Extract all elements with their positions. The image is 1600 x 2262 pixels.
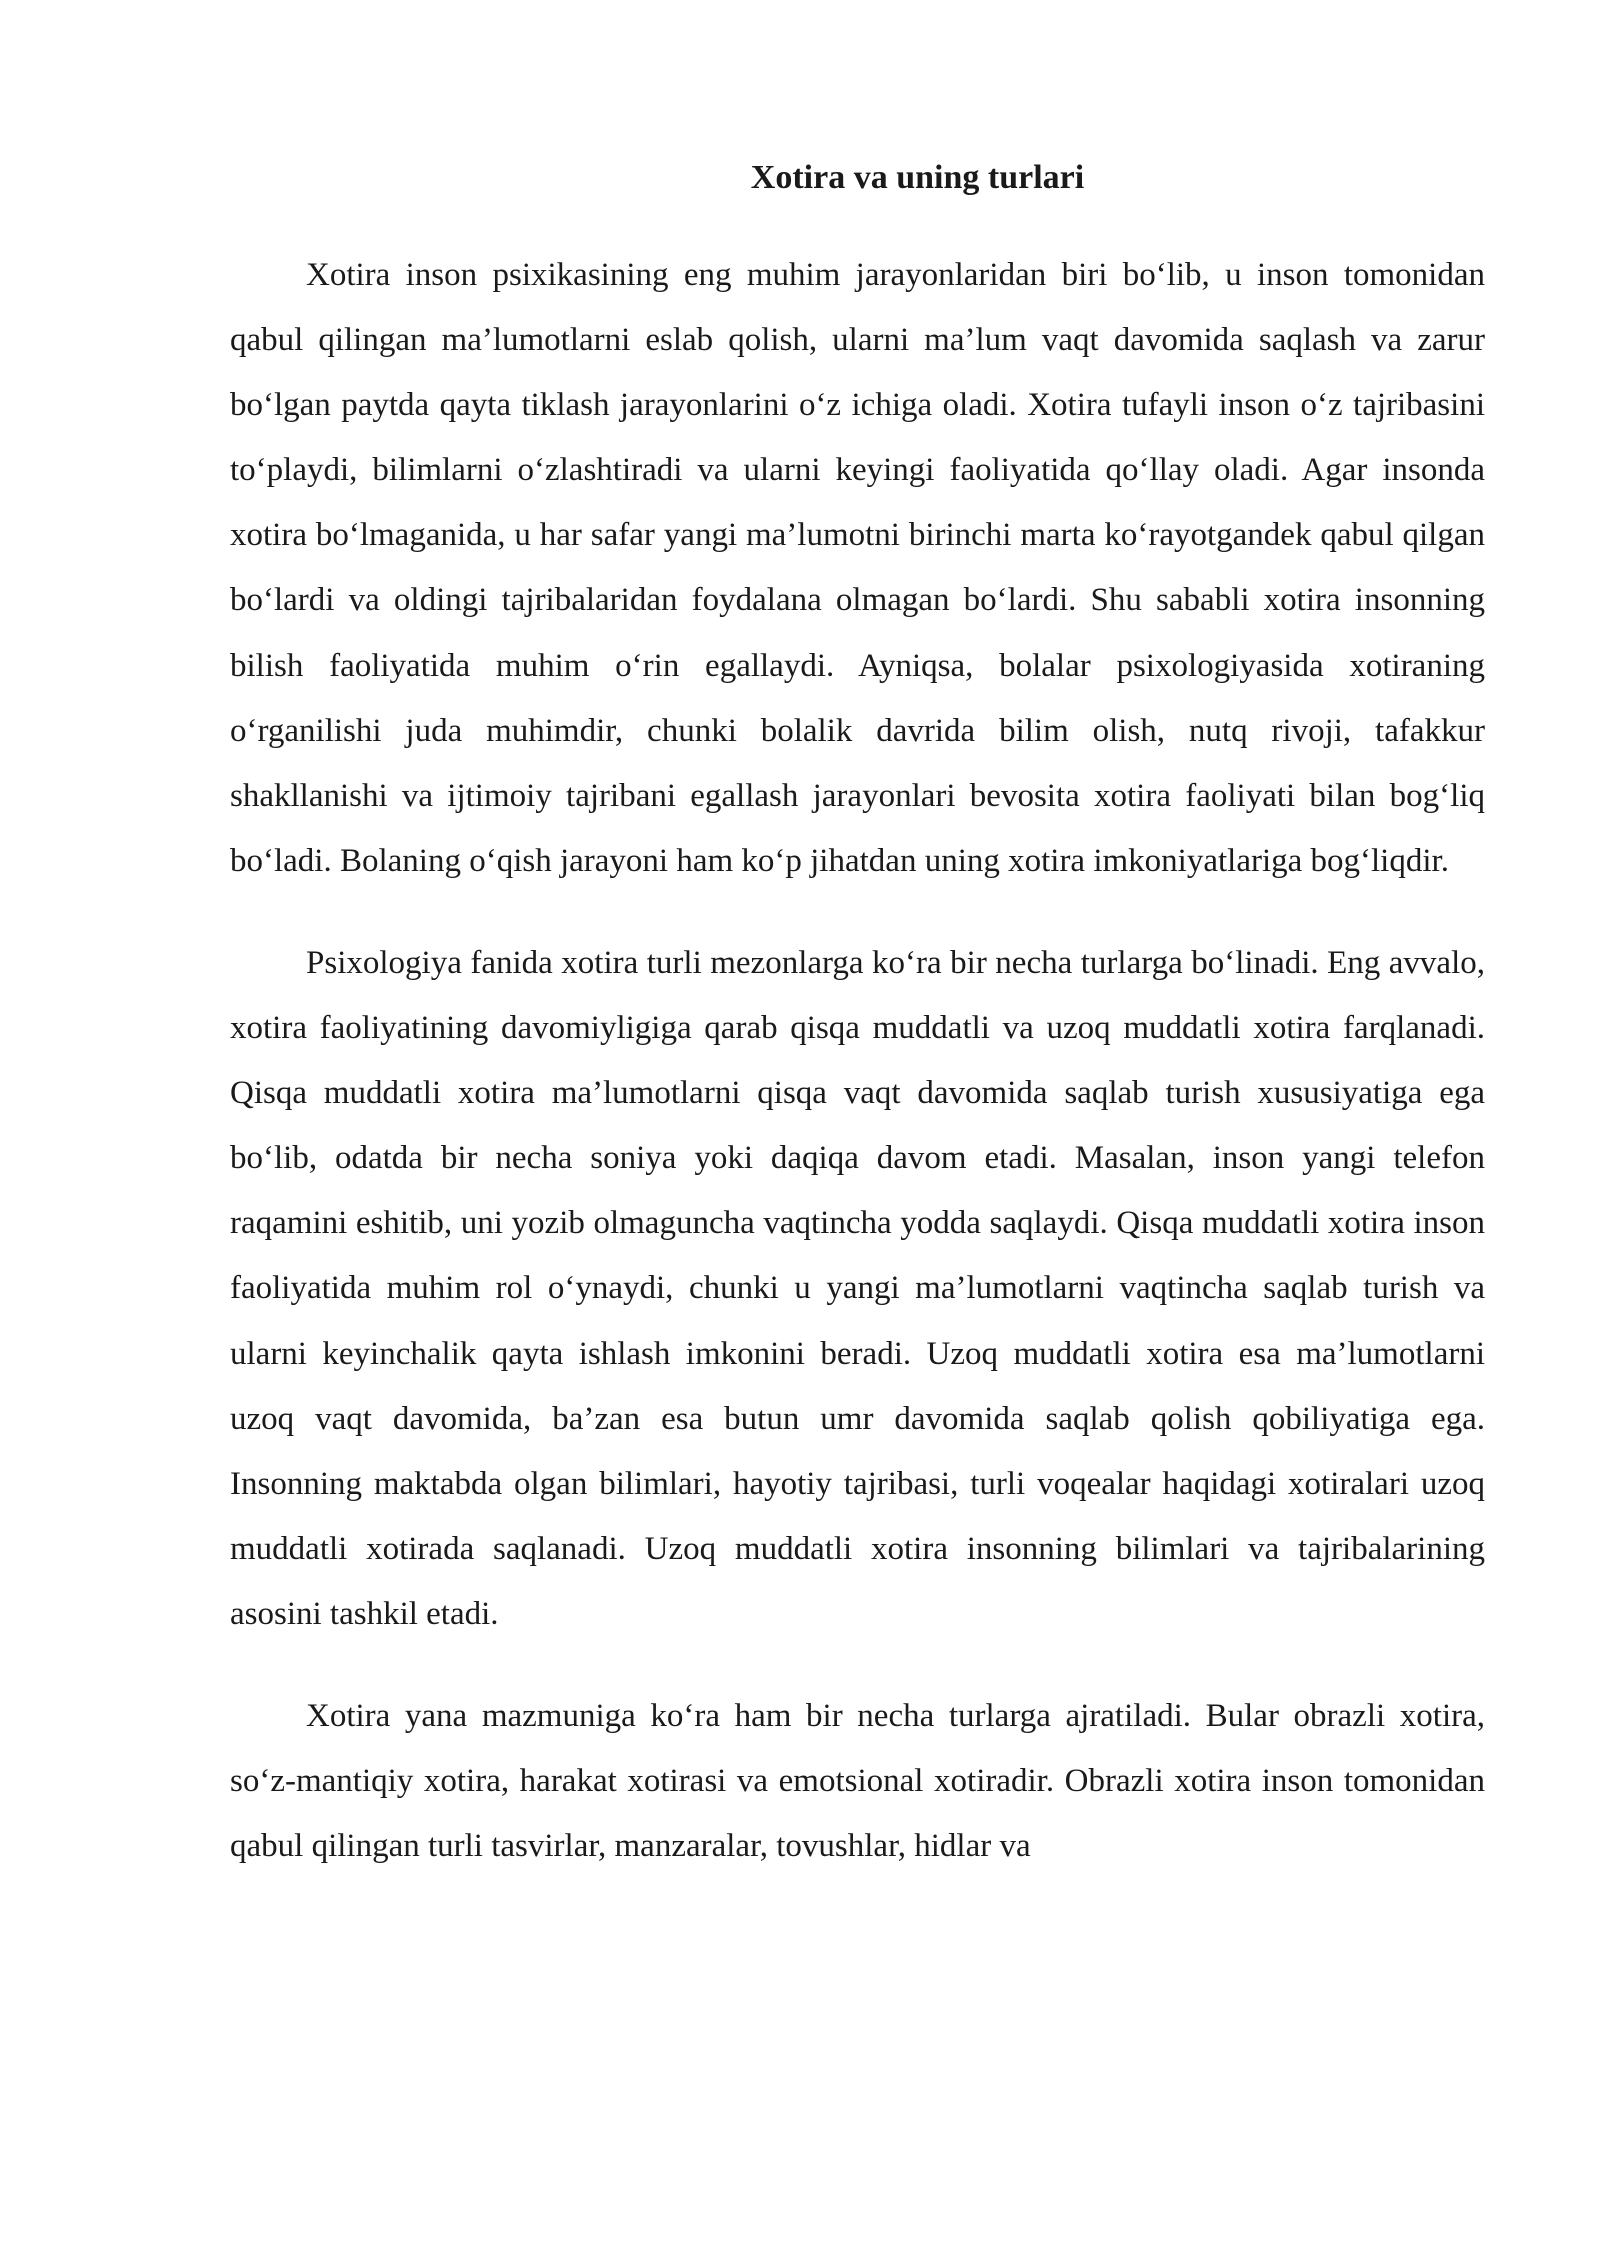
paragraph-memory-duration-types: Psixologiya fanida xotira turli mezonlarga ko‘ra bir necha turlarga bo‘linadi. Eng avvalo, xotira faoliyatining davomiyligiga qarab qisqa muddatli va uzoq muddatli xotira farqlanadi. Qisqa muddatli xotira ma’lumotlarni qisqa vaqt davomida saqlab turish xususiyatiga ega bo‘lib, odatda bir necha soniya yoki daqiqa davom etadi. Masalan, inson yangi telefon raqamini eshitib, uni yozib olmaguncha vaqtincha yodda saqlaydi. Qisqa muddatli xotira inson faoliyatida muhim rol o‘ynaydi, chunki u yangi ma’lumotlarni vaqtincha saqlab turish va ularni keyinchalik qayta ishlash imkonini beradi. Uzoq muddatli xotira esa ma’lumotlarni uzoq vaqt davomida, ba’zan esa butun umr davomida saqlab qolish qobiliyatiga ega. Insonning maktabda olgan bilimlari, hayotiy tajribasi, turli voqealar haqidagi xotiralari uzoq muddatli xotirada saqlanadi. Uzoq muddatli xotira insonning bilimlari va tajribalarining asosini tashkil etadi. <box>230 944 1485 1632</box>
document-title: Xotira va uning turlari <box>750 159 1085 196</box>
paragraph-memory-content-types: Xotira yana mazmuniga ko‘ra ham bir necha turlarga ajratiladi. Bular obrazli xotira, so‘z-mantiqiy xotira, harakat xotirasi va emotsional xotiradir. Obrazli xotira inson tomonidan qabul qilingan turli tasvirlar, manzaralar, tovushlar, hidlar va <box>230 1697 1485 1865</box>
paragraph-memory-definition: Xotira inson psixikasining eng muhim jarayonlaridan biri bo‘lib, u inson tomonidan qabul qilingan ma’lumotlarni eslab qolish, ularni ma’lum vaqt davomida saqlash va zarur bo‘lgan paytda qayta tiklash jarayonlarini o‘z ichiga oladi. Xotira tufayli inson o‘z tajribasini to‘playdi, bilimlarni o‘zlashtiradi va ularni keyingi faoliyatida qo‘llay oladi. Agar insonda xotira bo‘lmaganida, u har safar yangi ma’lumotni birinchi marta ko‘rayotgandek qabul qilgan bo‘lardi va oldingi tajribalaridan foydalana olmagan bo‘lardi. Shu sababli xotira insonning bilish faoliyatida muhim o‘rin egallaydi. Ayniqsa, bolalar psixologiyasida xotiraning o‘rganilishi juda muhimdir, chunki bolalik davrida bilim olish, nutq rivoji, tafakkur shakllanishi va ijtimoiy tajribani egallash jarayonlari bevosita xotira faoliyati bilan bog‘liq bo‘ladi. Bolaning o‘qish jarayoni ham ko‘p jihatdan uning xotira imkoniyatlariga bog‘liqdir. <box>230 257 1485 879</box>
document-body <box>230 150 1485 1916</box>
